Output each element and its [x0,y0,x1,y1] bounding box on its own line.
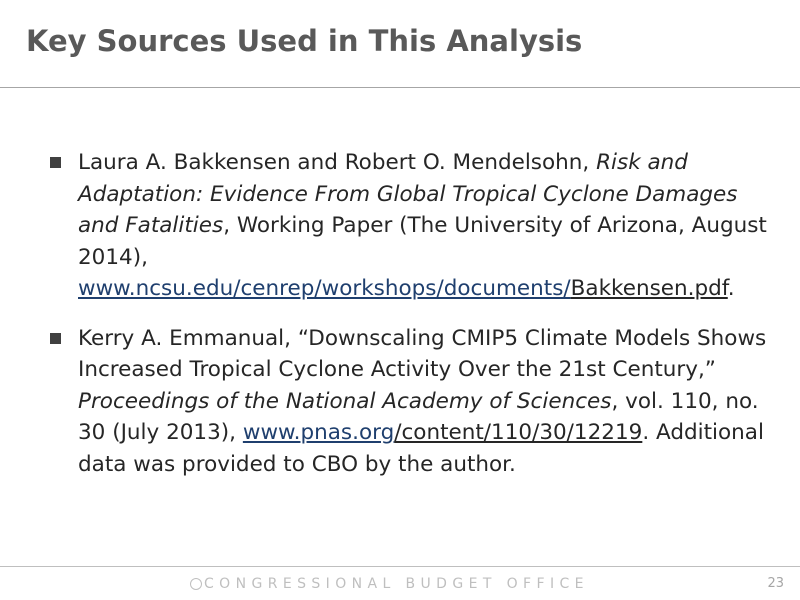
source-item-bakkensen [48,147,768,305]
page-number: 23 [767,576,784,591]
square-bullet-icon [50,157,61,168]
square-bullet-icon [50,333,61,344]
source-details: , Working Paper (The University of Arizona, August 2014), [78,213,767,270]
source-authors: Laura A. Bakkensen and Robert O. Mendelsohn, [78,150,597,175]
source-link-file[interactable]: Bakkensen.pdf [570,276,728,301]
cbo-seal-icon [190,578,202,590]
source-title: Risk and Adaptation: Evidence From Global Tropical Cyclone Damages and Fatalities [78,150,738,238]
source-item-emmanual [48,323,768,481]
slide-title: Key Sources Used in This Analysis [26,24,583,58]
title-divider [0,87,800,88]
source-authors: Kerry A. Emmanual, “Downscaling CMIP5 Climate Models Shows Increased Tropical Cyclone Activity Over the 21st Century,” [78,325,767,382]
source-link[interactable]: www.ncsu.edu/cenrep/workshops/documents/ [78,276,571,301]
source-title: Proceedings of the National Academy of Sciences [78,388,612,414]
footer-divider [0,566,800,567]
sources-list [48,147,768,498]
footer-organization: CONGRESSIONAL BUDGET OFFICE [204,576,589,592]
source-tail: . [727,276,735,301]
source-link[interactable]: www.pnas.org [242,420,395,445]
source-link-path[interactable]: /content/110/30/12219 [394,420,643,445]
source-details: , vol. 110, no. 30 (July 2013), [78,388,759,445]
footer [190,576,589,592]
source-tail: . Additional data was provided to CBO by the author. [78,420,764,477]
